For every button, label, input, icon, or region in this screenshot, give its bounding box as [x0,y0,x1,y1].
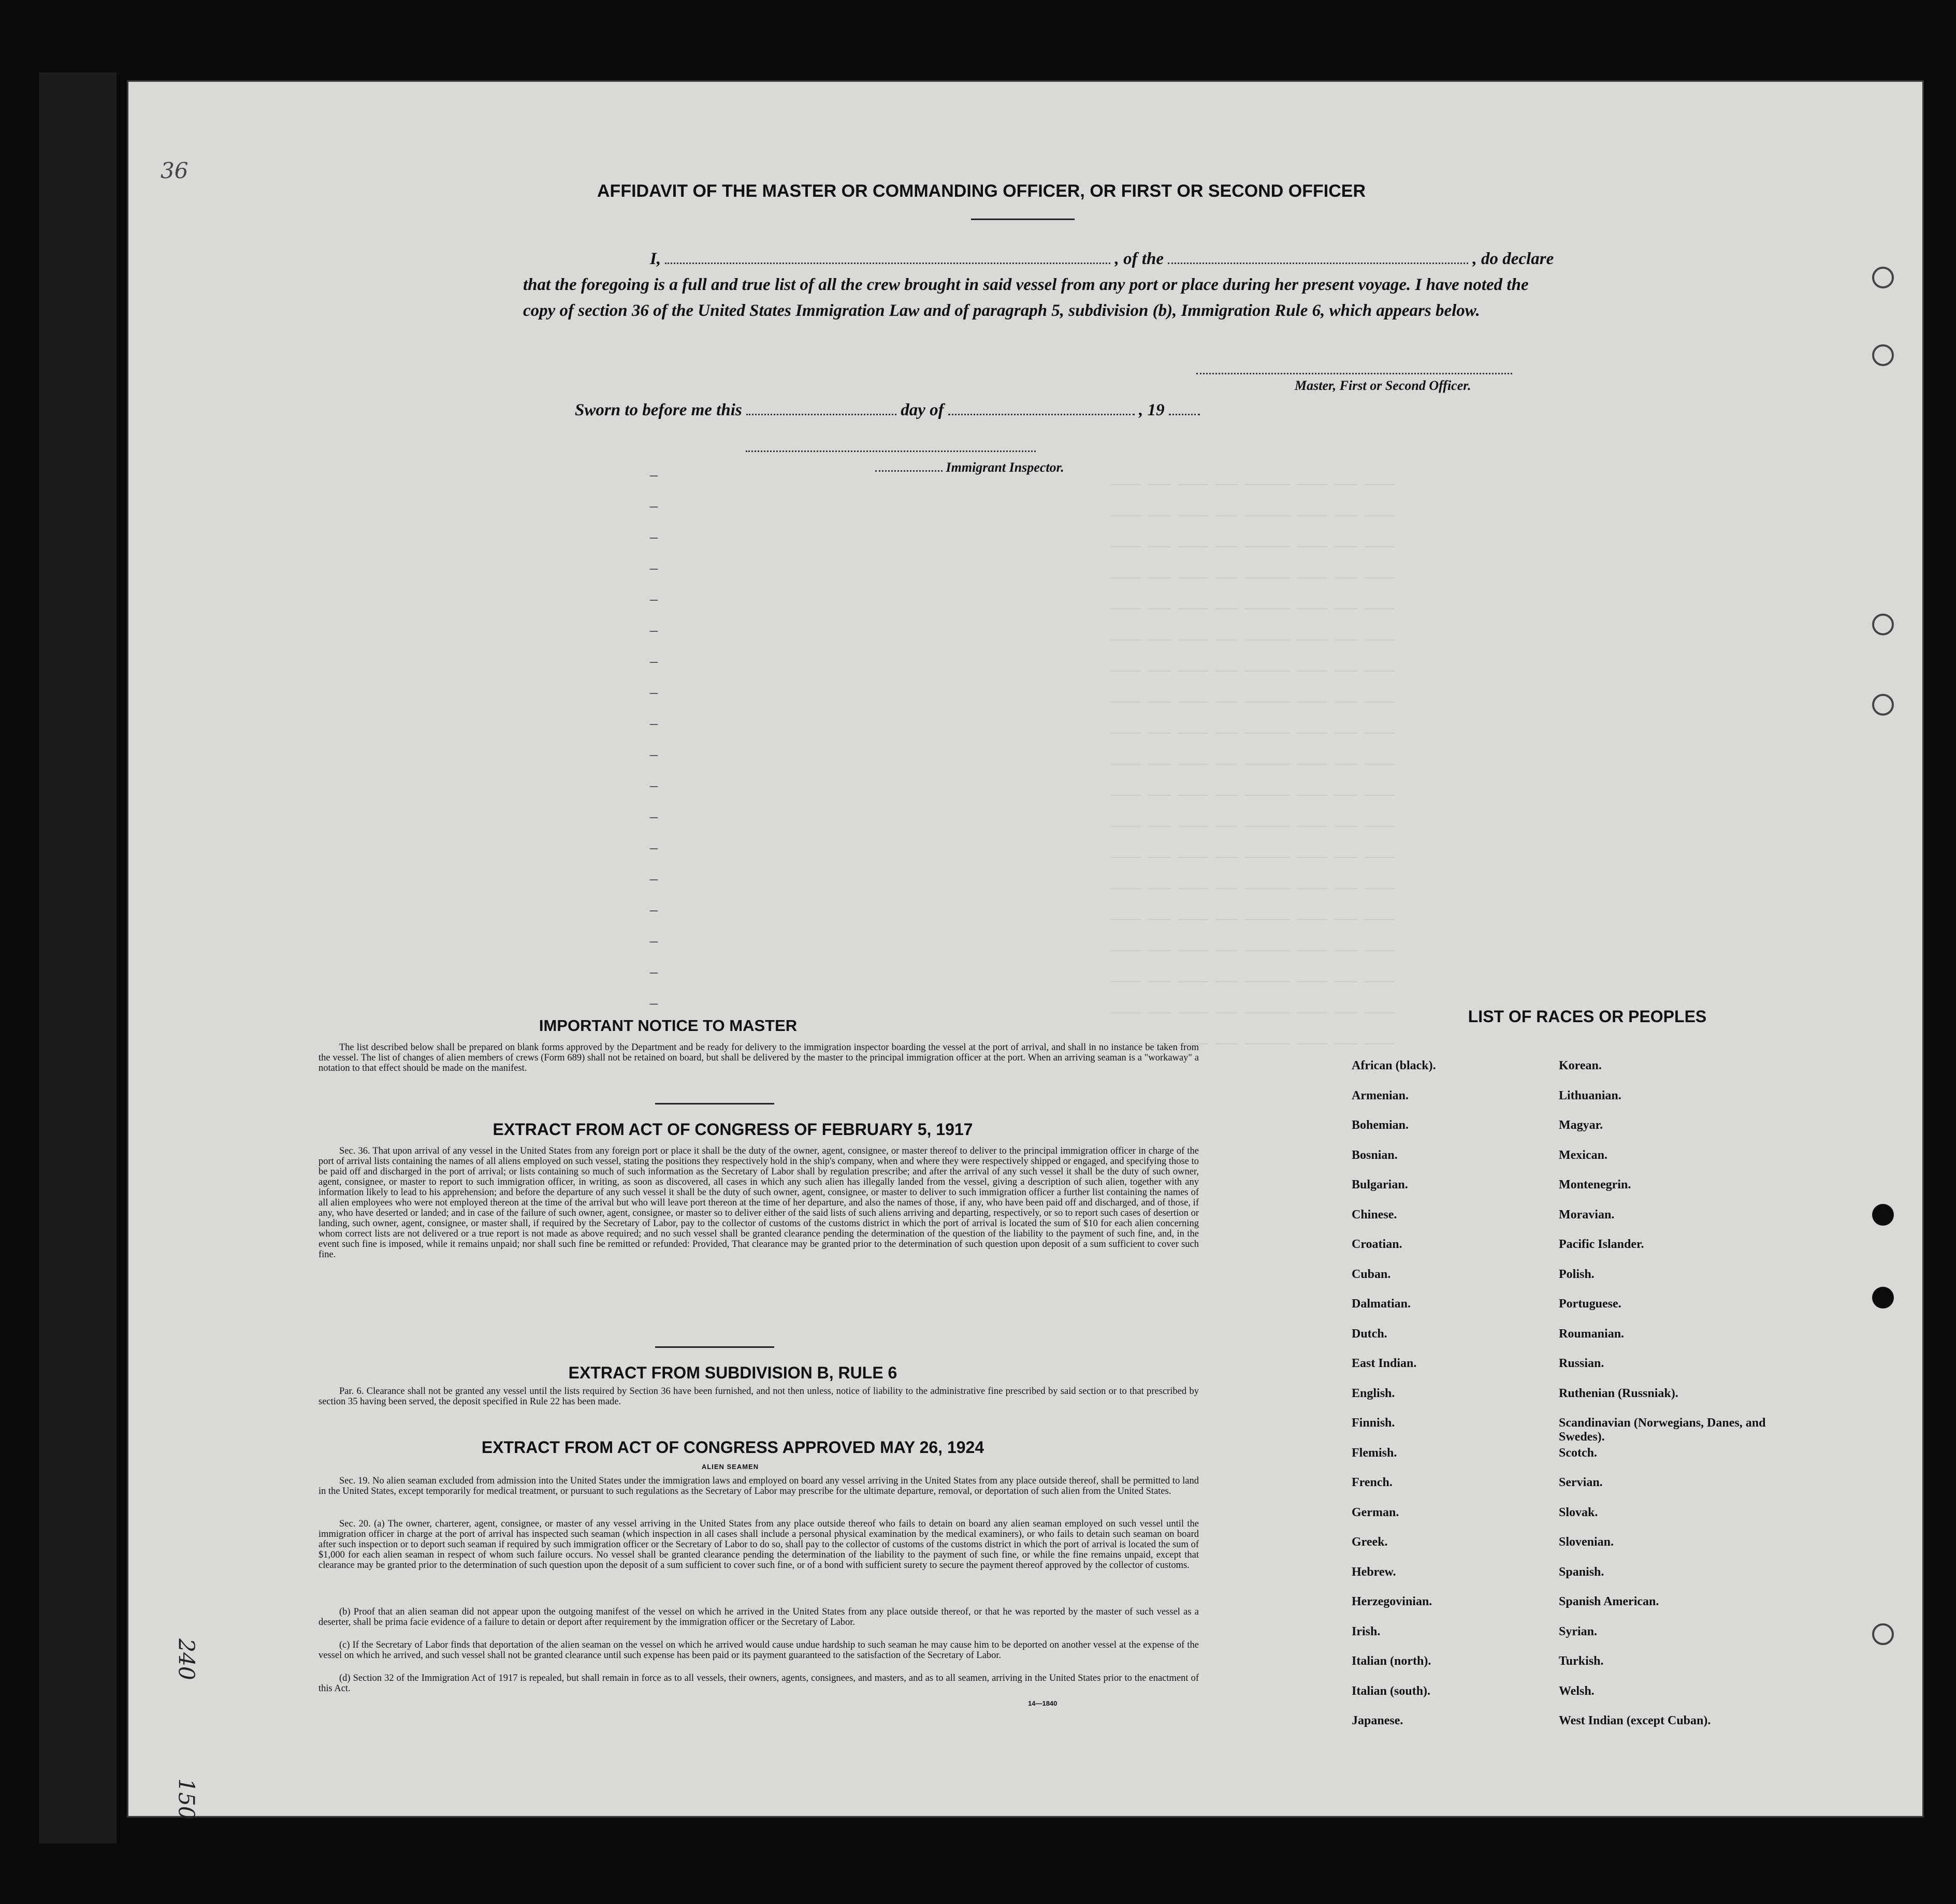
notice-title: IMPORTANT NOTICE TO MASTER [539,1016,798,1035]
extract-rule6-title: EXTRACT FROM SUBDIVISION B, RULE 6 [568,1363,897,1382]
month-blank[interactable] [948,413,1135,415]
race-item: Chinese. [1352,1208,1397,1222]
race-item: East Indian. [1352,1357,1417,1370]
extract-1917-divider [655,1346,774,1348]
race-item: Croatian. [1352,1238,1402,1251]
notice-body: The list described below shall be prepared on blank forms approved by the Department and be ready for delivery to the immigration inspector boarding the vessel at the port of arrival, and shall in no instance be taken from the vessel. The list of changes of alien members of crews (Form 689) shall not be retained on board, but shall be delivered by the master to the principal immigration officer at the port. When an arriving seaman is a "workaway" a notation to that effect should be made on the manifest. [318,1042,1199,1073]
race-item: Ruthenian (Russniak). [1559,1386,1678,1400]
race-item: Slovak. [1559,1505,1598,1519]
race-item: Italian (north). [1352,1654,1431,1668]
race-item: Portuguese. [1559,1297,1621,1311]
race-item: Magyar. [1559,1118,1603,1132]
affidavit-line1-c: , do declare [1472,250,1554,268]
race-item: West Indian (except Cuban). [1559,1714,1711,1727]
margin-note-top: 36 [161,158,189,183]
race-item: Syrian. [1559,1624,1598,1638]
inspector-signature-blank[interactable] [746,450,1036,453]
inspector-blank[interactable] [875,470,943,472]
sworn-b: day of [901,401,944,419]
margin-note-bottom-2: 150 [173,1778,199,1820]
year-blank[interactable] [1169,413,1200,415]
race-item: Bulgarian. [1352,1178,1408,1191]
punch-hole [1872,694,1894,716]
race-item: Scandinavian (Norwegians, Danes, and Swedes). [1559,1416,1766,1444]
race-item: Hebrew. [1352,1565,1396,1579]
race-item: Mexican. [1559,1148,1607,1162]
race-item: Polish. [1559,1267,1595,1281]
races-title: LIST OF RACES OR PEOPLES [1468,1007,1707,1026]
margin-note-bottom-1: 240 [173,1638,199,1680]
extract-rule6-body: Par. 6. Clearance shall not be granted any vessel until the lists required by Section 36 have been furnished, and not then unless, notice of liability to the administrative fine prescribed by said section or to that prescribed by section 35 having been served, the deposit specified in Rule 22 has been made. [318,1386,1199,1407]
races-column-2 [1559,1059,1802,1744]
race-item: Armenian. [1352,1088,1409,1102]
affidavit-line1-a: I, [650,250,661,268]
document-page: AFFIDAVIT OF THE MASTER OR COMMANDING OFFICER, OR FIRST OR SECOND OFFICER I, , of the , do declare that the foregoing is a full and true list of all the crew brought in said vessel from any port or place during her present voyage. I have noted the copy of section 36 of the United States Immigration Law and of paragraph 5, subdivision (b), Immigration Rule 6, which appears below. Master, First or Second Officer. Sworn to before me this day of , 19 Immigrant Inspector. ____ ___ ____ ___ ______ ____ ___ ____ ____ ___ ____ ___ ______ ____ ___ ____ ____ ___ ____ ___ ______ ____ ___ ____ ____ ___ ____ ___ ______ ____ ___ ____ ____ ___ ____ ___ ______ ____ ___ ____ ____ ___ ____ ___ ______ ____ ___ ____ ____ ___ ____ ___ ______ ____ ___ ____ ____ ___ ____ ___ ______ ____ ___ ____ ____ ___ ____ ___ ______ ____ ___ ____ ____ ___ ____ ___ ______ ____ ___ ____ ____ ___ ____ ___ ______ ____ ___ ____ ____ ___ ____ ___ ______ ____ ___ ____ ____ ___ ____ ___ ______ ____ ___ ____ ____ ___ ____ ___ ______ ____ ___ ____ ____ ___ ____ ___ ______ ____ ___ ____ ____ ___ ____ ___ ______ ____ ___ ____ ____ ___ ____ ___ ______ ____ ___ ____ ____ ___ ____ ___ ______ ____ ___ ____ ____ ___ ____ ___ ______ ____ ___ ____ – – – – – – – – – – – – – – – – – – IMPORTANT NOTICE TO MASTER The list described below shall be prepared on blank forms approved by the Department and be ready for delivery to the immigration inspector boarding the vessel at the port of arrival, and shall in no instance be taken from the vessel. The list of changes of alien members of crews (Form 689) shall not be retained on board, but shall be delivered by the master to the principal immigration officer at the port. When an arriving seaman is a "workaway" a notation to that effect should be made on the manifest. EXTRACT FROM ACT OF CONGRESS OF FEBRUARY 5, 1917 Sec. 36. That upon arrival of any vessel in the United States from any foreign port or place it shall be the duty of the owner, agent, consignee, or master thereof to deliver to the principal immigration officer in charge of the port of arrival lists containing the names of all aliens employed on such vessel, stating the positions they respectively hold in the ship's company, when and where they were respectively shipped or engaged, and specifying those to be paid off and discharged in the port of arrival; or lists containing so much of such information as the Secretary of Labor shall by regulation prescribe; and after the arrival of any such vessel it shall be the duty of such owner, agent, consignee, or master to report to such immigration officer, in writing, as soon as discovered, all cases in which any such alien has illegally landed from the vessel, giving a description of such alien, together with any information likely to lead to his apprehension; and before the departure of any such vessel it shall be the duty of such owner, agent, consignee, or master to deliver to such immigration officer a further list containing the names of all alien employees who were not employed thereon at the time of the arrival but who will leave port thereon at the time of her departure, and also the names of those, if any, who have been paid off and discharged, and of those, if any, who have deserted or landed; and in case of the failure of such owner, agent, consignee, or master so to deliver either of the said lists of such aliens arriving and departing, respectively, or so to report such cases of desertion or landing, such owner, agent, consignee, or master shall, if required by the Secretary of Labor, pay to the collector of customs of the customs district in which the port of arrival is located the sum of $10 for each alien concerning whom correct lists are not delivered or a true report is not made as above required; and no such vessel shall be granted clearance pending the determination of the question of the liability to the payment of such fine, and, in the event such fine is imposed, while it remains unpaid; nor shall such fine be remitted or refunded: Provided, That clearance may be granted prior to the determination of such question upon deposit of a sum sufficient to cover such fine. EXTRACT FROM SUBDIVISION B, RULE 6 Par. 6. Clearance shall not be granted any vessel until the lists required by Section 36 have been furnished, and not then unless, notice of liability to the administrative fine prescribed by said section or to that prescribed by section 35 having been served, the deposit specified in Rule 22 has been made. EXTRACT FROM ACT OF CONGRESS APPROVED MAY 26, 1924 ALIEN SEAMEN Sec. 19. No alien seaman excluded from admission into the United States under the immigration laws and employed on board any vessel arriving in the United States from any place outside thereof, shall be permitted to land in the United States, except temporarily for medical treatment, or pursuant to such regulations as the Secretary of Labor may prescribe for the ultimate departure, removal, or deportation of such alien from the United States. Sec. 20. (a) The owner, charterer, agent, consignee, or master of any vessel arriving in the United States from any place outside thereof who fails to detain on board any alien seaman employed on such vessel until the immigration officer in charge at the port of arrival has inspected such seaman (which inspection in all cases shall include a personal physical examination by the medical examiners), or who fails to detain such seaman on board after such inspection or to deport such seaman if required by such immigration officer or the Secretary of Labor to do so, shall pay to the collector of customs of the customs district in which the port of arrival is located the sum of $1,000 for each alien seaman in respect of whom such failure occurs. No vessel shall be granted clearance pending the determination of the liability to the payment of such fine, or while the fine remains unpaid, except that clearance may be granted prior to the determination of such question upon the deposit of a sum sufficient to cover such fine, or of a bond with sufficient surety to secure the payment thereof approved by the collector of customs. (b) Proof that an alien seaman did not appear upon the outgoing manifest of the vessel on which he arrived in the United States from any place outside thereof, or that he was reported by the master of such vessel as a deserter, shall be prima facie evidence of a failure to detain or deport after requirement by the immigration officer or the Secretary of Labor. (c) If the Secretary of Labor finds that deportation of the alien seaman on the vessel on which he arrived would cause undue hardship to such seaman he may cause him to be deported on another vessel at the expense of the vessel on which he arrived, and such vessel shall not be granted clearance until such expense has been paid or its payment guaranteed to the satisfaction of the Secretary of Labor. (d) Section 32 of the Immigration Act of 1917 is repealed, but shall remain in force as to all vessels, their owners, agents, consignees, and masters, and as to all seamen, arriving in the United States prior to the enactment of this Act. 14—1840 LIST OF RACES OR PEOPLES African (black). Armenian. Bohemian. Bosnian. Bulgarian. Chinese. Croatian. Cuban. Dalmatian. Dutch. East Indian. English. Finnish. Flemish. French. German. Greek. Hebrew. Herzegovinian. Irish. Italian (north). Italian (south). Japanese. Korean. Lithuanian. Magyar. Mexican. Montenegrin. Moravian. Pacific Islander. Polish. Portuguese. Roumanian. Russian. Ruthenian (Russniak). Scandinavian (Norwegians, Danes, and Swedes). Scotch. Servian. Slovak. Slovenian. Spanish. Spanish American. Syrian. Turkish. Welsh. West Indian (except Cuban). [127,80,1924,1818]
punch-hole [1872,1204,1894,1226]
inspector-label: Immigrant Inspector. [946,460,1064,475]
inspector-line [875,460,1064,475]
extract-1924-sec20c: (c) If the Secretary of Labor finds that deportation of the alien seaman on the vessel on which he arrived would cause undue hardship to such seaman he may cause him to be deported on another vessel at the expense of the vessel on which he arrived, and such vessel shall not be granted clearance until such expense has been paid or its payment guaranteed to the satisfaction of the Secretary of Labor. [318,1640,1199,1661]
punch-hole [1872,1287,1894,1309]
name-blank[interactable] [665,262,1110,264]
race-item: Russian. [1559,1357,1604,1370]
signature-blank[interactable] [1196,373,1512,375]
vessel-blank[interactable] [1168,262,1468,264]
race-item: African (black). [1352,1059,1436,1072]
sworn-a: Sworn to before me this [575,401,742,419]
extract-1924-sec20d: (d) Section 32 of the Immigration Act of 1917 is repealed, but shall remain in force as to all vessels, their owners, agents, consignees, and masters, and as to all seamen, arriving in the United States prior to the enactment of this Act. [318,1673,1199,1694]
race-item: Welsh. [1559,1684,1595,1698]
race-item: French. [1352,1476,1393,1489]
race-item: Japanese. [1352,1714,1403,1727]
race-item: Irish. [1352,1624,1381,1638]
race-item: Korean. [1559,1059,1602,1072]
affidavit-line1 [650,246,1660,272]
affidavit-body: that the foregoing is a full and true list of all the crew brought in said vessel from any port or place during her present voyage. I have noted the copy of section 36 of the United States Immigration Law and of paragraph 5, subdivision (b), Immigration Rule 6, which appears below. [523,275,1529,320]
race-item: Cuban. [1352,1267,1391,1281]
race-item: Roumanian. [1559,1327,1625,1341]
race-item: Pacific Islander. [1559,1238,1644,1251]
race-item: Montenegrin. [1559,1178,1631,1191]
race-item: Bohemian. [1352,1118,1409,1132]
race-item: Lithuanian. [1559,1088,1621,1102]
races-column-1 [1352,1059,1548,1744]
race-item: Spanish. [1559,1565,1604,1579]
extract-1924-sec19: Sec. 19. No alien seaman excluded from admission into the United States under the immigration laws and employed on board any vessel arriving in the United States from any place outside thereof, shall be permitted to land in the United States, except temporarily for medical treatment, or pursuant to such regulations as the Secretary of Labor may prescribe for the ultimate departure, removal, or deportation of such alien from the United States. [318,1476,1199,1496]
race-item: Bosnian. [1352,1148,1398,1162]
sworn-line [575,397,1585,423]
race-item: Dutch. [1352,1327,1387,1341]
alien-seamen-subtitle: ALIEN SEAMEN [701,1463,759,1471]
extract-1917-title: EXTRACT FROM ACT OF CONGRESS OF FEBRUARY 5, 1917 [492,1120,973,1139]
scanner-edge-strip [39,72,117,1843]
extract-1924-sec20b: (b) Proof that an alien seaman did not appear upon the outgoing manifest of the vessel on which he arrived in the United States from any place outside thereof, or that he was reported by the master of such vessel as a deserter, shall be prima facie evidence of a failure to detain or deport after requirement by the immigration officer or the Secretary of Labor. [318,1607,1199,1627]
form-number: 14—1840 [1028,1699,1057,1707]
punch-hole [1872,267,1894,288]
race-item: Flemish. [1352,1446,1397,1460]
race-item: Turkish. [1559,1654,1604,1668]
race-item: Scotch. [1559,1446,1597,1460]
extract-1924-title: EXTRACT FROM ACT OF CONGRESS APPROVED MAY 26, 1924 [481,1438,984,1457]
day-blank[interactable] [746,413,896,415]
race-item: Greek. [1352,1535,1388,1549]
affidavit-line1-b: , of the [1114,250,1164,268]
race-item: Italian (south). [1352,1684,1431,1698]
race-item: Moravian. [1559,1208,1615,1222]
race-item: Herzegovinian. [1352,1595,1432,1608]
notice-divider [655,1103,774,1104]
sworn-c: , 19 [1139,401,1165,419]
punch-hole [1872,344,1894,366]
affidavit-divider [971,219,1075,220]
race-item: Finnish. [1352,1416,1395,1430]
affidavit-title: AFFIDAVIT OF THE MASTER OR COMMANDING OFFICER, OR FIRST OR SECOND OFFICER [597,181,1366,201]
extract-1917-body: Sec. 36. That upon arrival of any vessel in the United States from any foreign port or place it shall be the duty of the owner, agent, consignee, or master thereof to deliver to the principal immigration officer in charge of the port of arrival lists containing the names of all aliens employed on such vessel, stating the positions they respectively hold in the ship's company, when and where they were respectively shipped or engaged, and specifying those to be paid off and discharged in the port of arrival; or lists containing so much of such information as the Secretary of Labor shall by regulation prescribe; and after the arrival of any such vessel it shall be the duty of such owner, agent, consignee, or master to report to such immigration officer, in writing, as soon as discovered, all cases in which any such alien has illegally landed from the vessel, giving a description of such alien, together with any information likely to lead to his apprehension; and before the departure of any such vessel it shall be the duty of such owner, agent, consignee, or master to deliver to such immigration officer a further list containing the names of all alien employees who were not employed thereon at the time of the arrival but who will leave port thereon at the time of her departure, and also the names of those, if any, who have been paid off and discharged, and of those, if any, who have deserted or landed; and in case of the failure of such owner, agent, consignee, or master so to deliver either of the said lists of such aliens arriving and departing, respectively, or so to report such cases of desertion or landing, such owner, agent, consignee, or master shall, if required by the Secretary of Labor, pay to the collector of customs of the customs district in which the port of arrival is located the sum of $10 for each alien concerning whom correct lists are not delivered or a true report is not made as above required; and no such vessel shall be granted clearance pending the determination of the question of the liability to the payment of such fine, and, in the event such fine is imposed, while it remains unpaid; nor shall such fine be remitted or refunded: Provided, That clearance may be granted prior to the determination of such question upon deposit of a sum sufficient to cover such fine. [318,1146,1199,1260]
race-item: English. [1352,1386,1395,1400]
signature-label: Master, First or Second Officer. [1295,378,1471,393]
punch-hole [1872,1623,1894,1645]
race-item: Dalmatian. [1352,1297,1411,1311]
race-item: Slovenian. [1559,1535,1614,1549]
race-item: Spanish American. [1559,1595,1659,1608]
punch-hole [1872,614,1894,635]
race-item: German. [1352,1505,1399,1519]
extract-1924-sec20a: Sec. 20. (a) The owner, charterer, agent, consignee, or master of any vessel arriving in the United States from any place outside thereof who fails to detain on board any alien seaman employed on such vessel until the immigration officer in charge at the port of arrival has inspected such seaman (which inspection in all cases shall include a personal physical examination by the medical examiners), or who fails to detain such seaman on board after such inspection or to deport such seaman if required by such immigration officer or the Secretary of Labor to do so, shall pay to the collector of customs of the customs district in which the port of arrival is located the sum of $1,000 for each alien seaman in respect of whom such failure occurs. No vessel shall be granted clearance pending the determination of the liability to the payment of such fine, or while the fine remains unpaid, except that clearance may be granted prior to the determination of such question upon the deposit of a sum sufficient to cover such fine, or of a bond with sufficient surety to secure the payment thereof approved by the collector of customs. [318,1519,1199,1571]
race-item: Servian. [1559,1476,1603,1489]
